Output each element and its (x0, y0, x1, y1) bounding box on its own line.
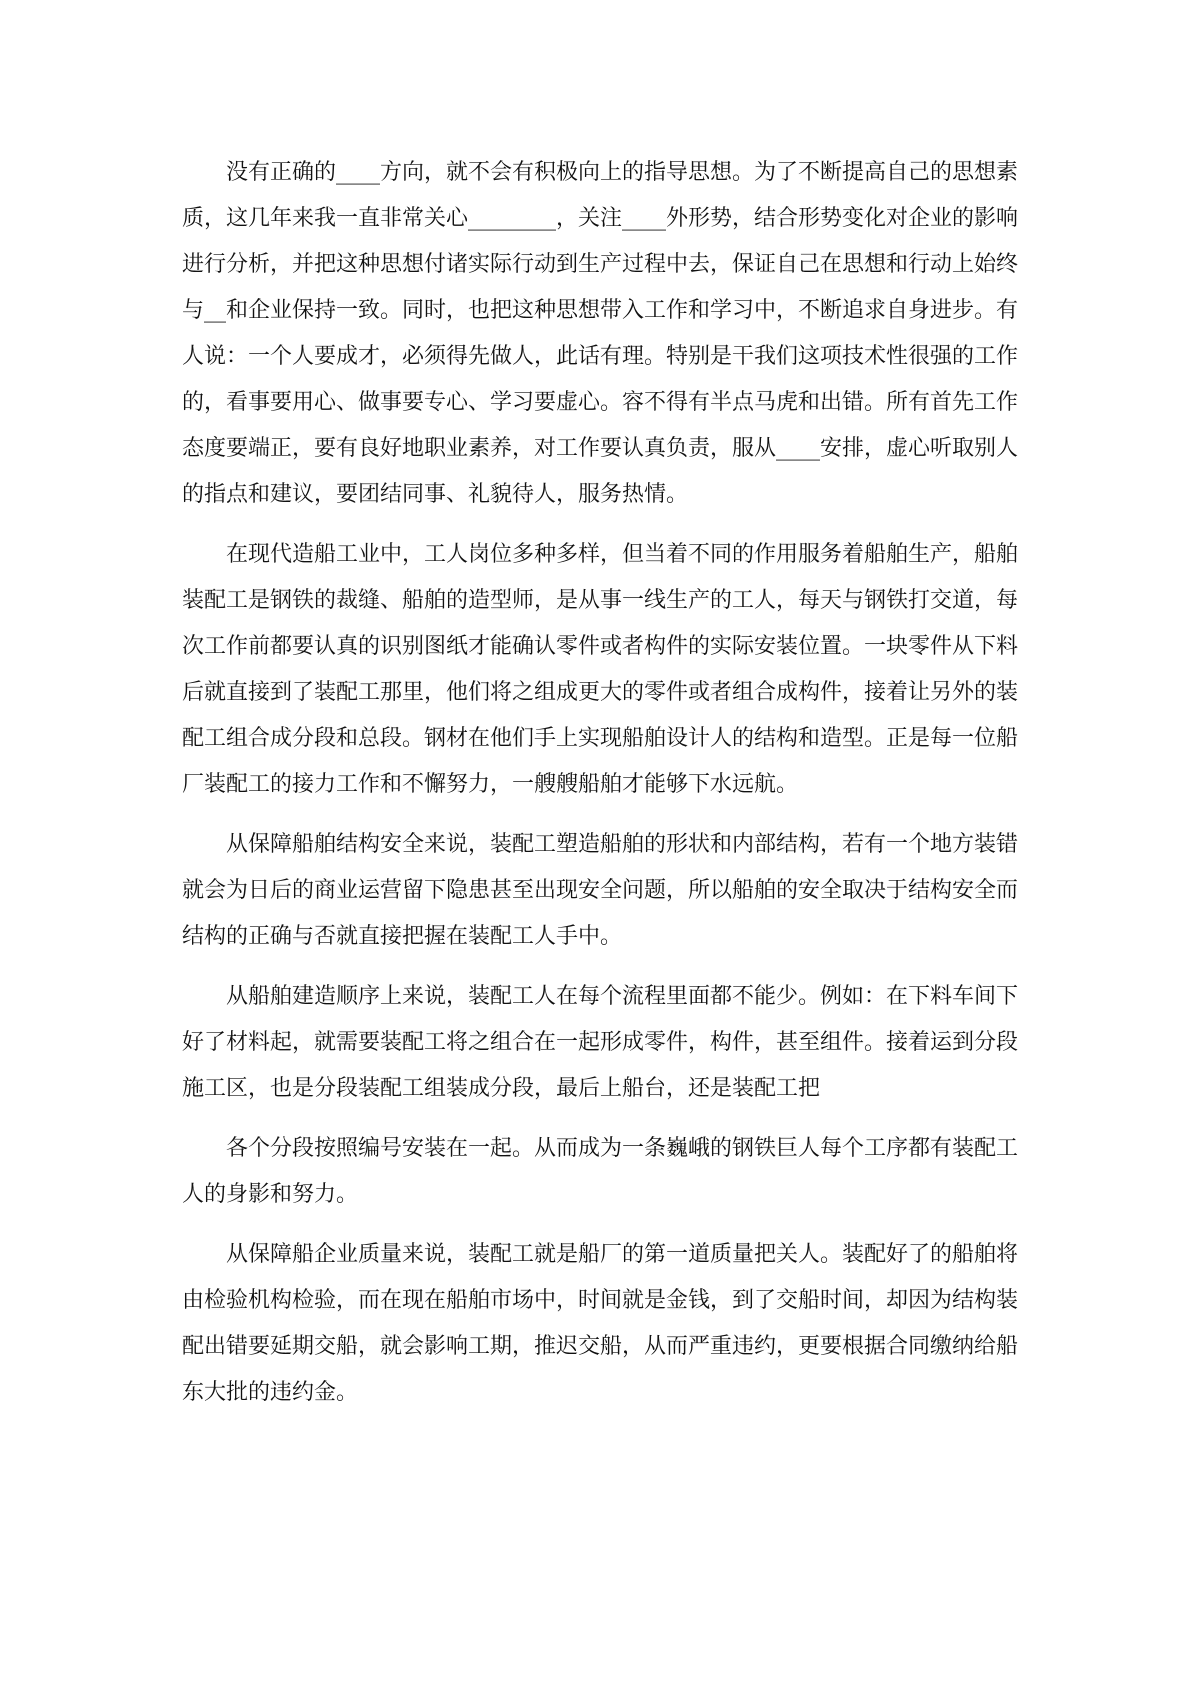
paragraph-political-thought: 没有正确的____方向，就不会有积极向上的指导思想。为了不断提高自己的思想素质，这几年来我一直非常关心________，关注____外形势，结合形势变化对企业的影响进行分析，并把这种思想付诸实际行动到生产过程中去，保证自己在思想和行动上始终与__和企业保持一致。同时，也把这种思想带入工作和学习中，不断追求自身进步。有人说：一个人要成才，必须得先做人，此话有理。特别是干我们这项技术性很强的工作的，看事要用心、做事要专心、学习要虚心。容不得有半点马虎和出错。所有首先工作态度要端正，要有良好地职业素养，对工作要认真负责，服从____安排，虚心听取别人的指点和建议，要团结同事、礼貌待人，服务热情。 (182, 160, 1019, 507)
paragraph-structural-safety: 从保障船舶结构安全来说，装配工塑造船舶的形状和内部结构，若有一个地方装错就会为日后的商业运营留下隐患甚至出现安全问题，所以船舶的安全取决于结构安全而结构的正确与否就直接把握在装配工人手中。 (182, 832, 1019, 949)
paragraph-shipbuilding-fitter-role: 在现代造船工业中，工人岗位多种多样，但当着不同的作用服务着船舶生产，船舶装配工是钢铁的裁缝、船舶的造型师，是从事一线生产的工人，每天与钢铁打交道，每次工作前都要认真的识别图纸才能确认零件或者构件的实际安装位置。一块零件从下料后就直接到了装配工那里，他们将之组成更大的零件或者组合成构件，接着让另外的装配工组合成分段和总段。钢材在他们手上实现船舶设计人的结构和造型。正是每一位船厂装配工的接力工作和不懈努力，一艘艘船舶才能够下水远航。 (182, 542, 1019, 797)
document-body (182, 150, 1018, 1430)
paragraph-construction-sequence: 从船舶建造顺序上来说，装配工人在每个流程里面都不能少。例如：在下料车间下好了材料起，就需要装配工将之组合在一起形成零件，构件，甚至组件。接着运到分段施工区，也是分段装配工组装成分段，最后上船台，还是装配工把 (182, 984, 1019, 1101)
paragraph-section-assembly: 各个分段按照编号安装在一起。从而成为一条巍峨的钢铁巨人每个工序都有装配工人的身影和努力。 (182, 1136, 1019, 1207)
paragraph-quality-assurance: 从保障船企业质量来说，装配工就是船厂的第一道质量把关人。装配好了的船舶将由检验机构检验，而在现在船舶市场中，时间就是金钱，到了交船时间，却因为结构装配出错要延期交船，就会影响工期，推迟交船，从而严重违约，更要根据合同缴纳给船东大批的违约金。 (182, 1242, 1019, 1405)
